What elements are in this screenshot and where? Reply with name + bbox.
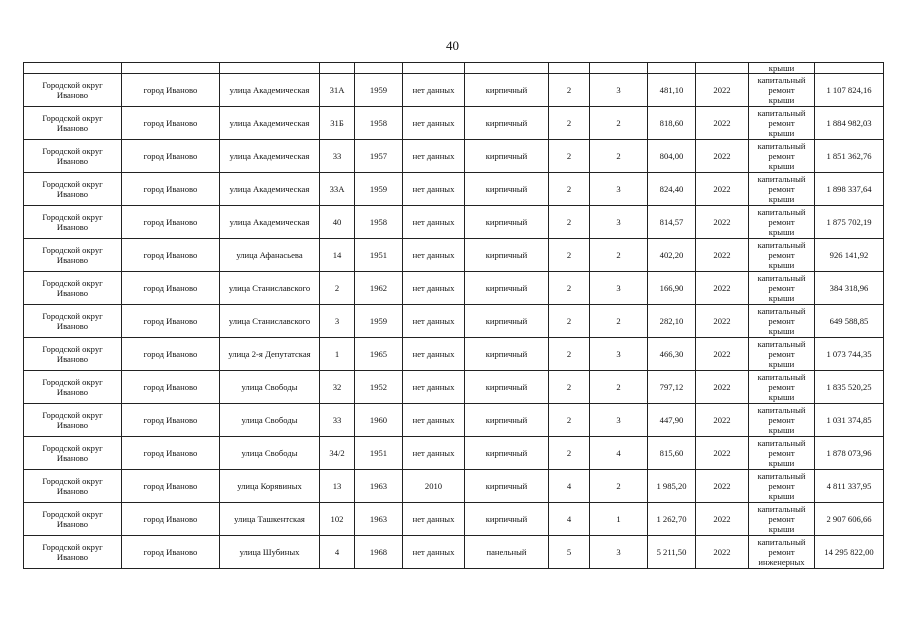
city-cell: город Иваново bbox=[122, 107, 220, 140]
year-built-cell: 1962 bbox=[355, 272, 403, 305]
plan-year-cell: 2022 bbox=[696, 503, 749, 536]
work-type-line: капитальный bbox=[757, 207, 806, 217]
floors-cell: 2 bbox=[549, 140, 590, 173]
work-type-line: ремонт bbox=[768, 349, 795, 359]
work-type-line: крыши bbox=[768, 524, 795, 534]
entrances-cell: 3 bbox=[590, 536, 648, 569]
city-cell: город Иваново bbox=[122, 305, 220, 338]
work-type-cell bbox=[749, 404, 815, 437]
area-cell: 824,40 bbox=[648, 173, 696, 206]
district-cell: Городской округ Иваново bbox=[24, 437, 122, 470]
work-type-line: инженерных bbox=[758, 557, 805, 567]
wall-material-cell: кирпичный bbox=[465, 404, 549, 437]
work-type-line: капитальный bbox=[757, 339, 806, 349]
area-cell: 166,90 bbox=[648, 272, 696, 305]
entrances-cell: 3 bbox=[590, 206, 648, 239]
year-reconstruction-cell: нет данных bbox=[403, 173, 465, 206]
work-type-line: крыши bbox=[768, 458, 795, 468]
entrances-cell: 2 bbox=[590, 470, 648, 503]
city-cell: город Иваново bbox=[122, 437, 220, 470]
work-type-cell bbox=[749, 503, 815, 536]
work-type-line: капитальный bbox=[757, 240, 806, 250]
area-cell: 804,00 bbox=[648, 140, 696, 173]
district-cell: Городской округ Иваново bbox=[24, 305, 122, 338]
city-cell: город Иваново bbox=[122, 140, 220, 173]
area-cell: 447,90 bbox=[648, 404, 696, 437]
wall-material-cell: кирпичный bbox=[465, 338, 549, 371]
city-cell: город Иваново bbox=[122, 338, 220, 371]
district-cell: Городской округ Иваново bbox=[24, 140, 122, 173]
wall-material-cell: кирпичный bbox=[465, 437, 549, 470]
house-number-cell: 13 bbox=[320, 470, 355, 503]
area-cell: 1 262,70 bbox=[648, 503, 696, 536]
table-row bbox=[24, 272, 884, 305]
floors-cell: 2 bbox=[549, 371, 590, 404]
cost-cell: 1 851 362,76 bbox=[815, 140, 884, 173]
plan-year-cell: 2022 bbox=[696, 239, 749, 272]
year-built-cell: 1960 bbox=[355, 404, 403, 437]
floors-cell: 5 bbox=[549, 536, 590, 569]
year-reconstruction-cell: нет данных bbox=[403, 536, 465, 569]
house-number-cell: 4 bbox=[320, 536, 355, 569]
year-built-cell: 1951 bbox=[355, 239, 403, 272]
work-type-cell bbox=[749, 536, 815, 569]
house-number-cell: 40 bbox=[320, 206, 355, 239]
cost-cell: 2 907 606,66 bbox=[815, 503, 884, 536]
table-row bbox=[24, 338, 884, 371]
year-built-cell: 1963 bbox=[355, 503, 403, 536]
street-cell: улица Академическая bbox=[220, 107, 320, 140]
year-reconstruction-cell: 2010 bbox=[403, 470, 465, 503]
work-type-line: капитальный bbox=[757, 372, 806, 382]
street-cell: улица Станиславского bbox=[220, 305, 320, 338]
wall-material-cell: кирпичный bbox=[465, 74, 549, 107]
house-number-cell: 2 bbox=[320, 272, 355, 305]
street-cell: улица Свободы bbox=[220, 404, 320, 437]
floors-cell: 2 bbox=[549, 404, 590, 437]
plan-year-cell: 2022 bbox=[696, 437, 749, 470]
area-cell: 815,60 bbox=[648, 437, 696, 470]
district-cell: Городской округ Иваново bbox=[24, 470, 122, 503]
area-cell: 818,60 bbox=[648, 107, 696, 140]
wall-material-cell: кирпичный bbox=[465, 371, 549, 404]
work-type-line: капитальный bbox=[757, 537, 806, 547]
entrances-cell: 3 bbox=[590, 404, 648, 437]
district-cell: Городской округ Иваново bbox=[24, 239, 122, 272]
street-cell: улица Шубиных bbox=[220, 536, 320, 569]
year-reconstruction-cell: нет данных bbox=[403, 305, 465, 338]
work-type-line: крыши bbox=[768, 95, 795, 105]
street-cell: улица 2-я Депутатская bbox=[220, 338, 320, 371]
table-row bbox=[24, 404, 884, 437]
floors-cell: 2 bbox=[549, 338, 590, 371]
wall-material-cell: кирпичный bbox=[465, 173, 549, 206]
table-row bbox=[24, 437, 884, 470]
street-cell: улица Ташкентская bbox=[220, 503, 320, 536]
floors-cell: 2 bbox=[549, 272, 590, 305]
year-built-cell: 1959 bbox=[355, 173, 403, 206]
table-row bbox=[24, 305, 884, 338]
cost-cell: 1 898 337,64 bbox=[815, 173, 884, 206]
work-type-cell bbox=[749, 470, 815, 503]
plan-year-cell: 2022 bbox=[696, 470, 749, 503]
wall-material-cell: кирпичный bbox=[465, 239, 549, 272]
work-type-line: крыши bbox=[768, 491, 795, 501]
work-type-line: ремонт bbox=[768, 151, 795, 161]
district-cell: Городской округ Иваново bbox=[24, 536, 122, 569]
wall-material-cell: кирпичный bbox=[465, 107, 549, 140]
district-cell: Городской округ Иваново bbox=[24, 107, 122, 140]
year-built-cell: 1968 bbox=[355, 536, 403, 569]
work-type-line: капитальный bbox=[757, 405, 806, 415]
work-type-line: ремонт bbox=[768, 547, 795, 557]
year-reconstruction-cell: нет данных bbox=[403, 503, 465, 536]
wall-material-cell: кирпичный bbox=[465, 305, 549, 338]
table-row bbox=[24, 503, 884, 536]
plan-year-cell: 2022 bbox=[696, 74, 749, 107]
floors-cell: 2 bbox=[549, 206, 590, 239]
year-built-cell: 1965 bbox=[355, 338, 403, 371]
street-cell: улица Афанасьева bbox=[220, 239, 320, 272]
entrances-cell: 4 bbox=[590, 437, 648, 470]
table-row bbox=[24, 173, 884, 206]
house-number-cell: 34/2 bbox=[320, 437, 355, 470]
work-type-line: ремонт bbox=[768, 481, 795, 491]
cost-cell: 1 875 702,19 bbox=[815, 206, 884, 239]
house-number-cell: 3 bbox=[320, 305, 355, 338]
district-cell: Городской округ Иваново bbox=[24, 173, 122, 206]
wall-material-cell: кирпичный bbox=[465, 206, 549, 239]
work-type-line: ремонт bbox=[768, 316, 795, 326]
entrances-cell: 2 bbox=[590, 107, 648, 140]
year-built-cell: 1951 bbox=[355, 437, 403, 470]
city-cell: город Иваново bbox=[122, 371, 220, 404]
table-row bbox=[24, 206, 884, 239]
city-cell: город Иваново bbox=[122, 536, 220, 569]
house-number-cell: 31А bbox=[320, 74, 355, 107]
cost-cell: 384 318,96 bbox=[815, 272, 884, 305]
house-number-cell: 14 bbox=[320, 239, 355, 272]
plan-year-cell: 2022 bbox=[696, 305, 749, 338]
work-type-line: ремонт bbox=[768, 514, 795, 524]
plan-year-cell: 2022 bbox=[696, 338, 749, 371]
district-cell: Городской округ Иваново bbox=[24, 404, 122, 437]
area-cell: 1 985,20 bbox=[648, 470, 696, 503]
district-cell: Городской округ Иваново bbox=[24, 338, 122, 371]
house-number-cell: 1 bbox=[320, 338, 355, 371]
district-cell: Городской округ Иваново bbox=[24, 74, 122, 107]
year-built-cell: 1959 bbox=[355, 305, 403, 338]
work-type-line: капитальный bbox=[757, 504, 806, 514]
work-type-line: крыши bbox=[768, 293, 795, 303]
work-type-cell: крыши bbox=[749, 63, 815, 74]
street-cell: улица Свободы bbox=[220, 437, 320, 470]
year-reconstruction-cell: нет данных bbox=[403, 437, 465, 470]
work-type-line: капитальный bbox=[757, 471, 806, 481]
work-type-line: крыши bbox=[768, 194, 795, 204]
year-reconstruction-cell: нет данных bbox=[403, 107, 465, 140]
floors-cell: 2 bbox=[549, 107, 590, 140]
area-cell: 5 211,50 bbox=[648, 536, 696, 569]
street-cell: улица Академическая bbox=[220, 140, 320, 173]
entrances-cell: 3 bbox=[590, 272, 648, 305]
work-type-cell bbox=[749, 338, 815, 371]
year-built-cell: 1957 bbox=[355, 140, 403, 173]
work-type-line: капитальный bbox=[757, 438, 806, 448]
entrances-cell: 3 bbox=[590, 338, 648, 371]
table-row bbox=[24, 140, 884, 173]
plan-year-cell: 2022 bbox=[696, 107, 749, 140]
work-type-line: крыши bbox=[768, 161, 795, 171]
floors-cell: 4 bbox=[549, 503, 590, 536]
street-cell: улица Академическая bbox=[220, 206, 320, 239]
district-cell: Городской округ Иваново bbox=[24, 206, 122, 239]
year-built-cell: 1958 bbox=[355, 107, 403, 140]
table-row bbox=[24, 107, 884, 140]
year-built-cell: 1959 bbox=[355, 74, 403, 107]
city-cell: город Иваново bbox=[122, 206, 220, 239]
city-cell: город Иваново bbox=[122, 503, 220, 536]
work-type-line: ремонт bbox=[768, 184, 795, 194]
plan-year-cell: 2022 bbox=[696, 404, 749, 437]
table-row bbox=[24, 239, 884, 272]
table-row bbox=[24, 74, 884, 107]
work-type-cell bbox=[749, 272, 815, 305]
table-row bbox=[24, 536, 884, 569]
wall-material-cell: кирпичный bbox=[465, 470, 549, 503]
house-number-cell: 102 bbox=[320, 503, 355, 536]
year-reconstruction-cell: нет данных bbox=[403, 404, 465, 437]
area-cell: 797,12 bbox=[648, 371, 696, 404]
wall-material-cell: кирпичный bbox=[465, 272, 549, 305]
cost-cell: 1 835 520,25 bbox=[815, 371, 884, 404]
year-built-cell: 1963 bbox=[355, 470, 403, 503]
floors-cell: 2 bbox=[549, 239, 590, 272]
table-row bbox=[24, 470, 884, 503]
city-cell: город Иваново bbox=[122, 470, 220, 503]
work-type-line: крыши bbox=[768, 227, 795, 237]
cost-cell: 1 073 744,35 bbox=[815, 338, 884, 371]
house-number-cell: 31Б bbox=[320, 107, 355, 140]
plan-year-cell: 2022 bbox=[696, 371, 749, 404]
work-type-line: ремонт bbox=[768, 250, 795, 260]
year-reconstruction-cell: нет данных bbox=[403, 272, 465, 305]
work-type-line: крыши bbox=[768, 359, 795, 369]
work-type-line: ремонт bbox=[768, 85, 795, 95]
year-reconstruction-cell: нет данных bbox=[403, 239, 465, 272]
street-cell: улица Академическая bbox=[220, 74, 320, 107]
street-cell: улица Академическая bbox=[220, 173, 320, 206]
house-number-cell: 33 bbox=[320, 404, 355, 437]
plan-year-cell: 2022 bbox=[696, 140, 749, 173]
entrances-cell: 2 bbox=[590, 140, 648, 173]
house-number-cell: 33А bbox=[320, 173, 355, 206]
work-type-line: крыши bbox=[768, 326, 795, 336]
floors-cell: 2 bbox=[549, 437, 590, 470]
table-row-continuation bbox=[24, 63, 884, 74]
work-type-line: ремонт bbox=[768, 415, 795, 425]
street-cell: улица Станиславского bbox=[220, 272, 320, 305]
cost-cell: 1 031 374,85 bbox=[815, 404, 884, 437]
area-cell: 481,10 bbox=[648, 74, 696, 107]
work-type-line: крыши bbox=[768, 260, 795, 270]
work-type-line: ремонт bbox=[768, 118, 795, 128]
street-cell: улица Свободы bbox=[220, 371, 320, 404]
plan-year-cell: 2022 bbox=[696, 536, 749, 569]
plan-year-cell: 2022 bbox=[696, 173, 749, 206]
city-cell: город Иваново bbox=[122, 404, 220, 437]
page-number: 40 bbox=[446, 38, 459, 53]
work-type-cell bbox=[749, 74, 815, 107]
year-built-cell: 1958 bbox=[355, 206, 403, 239]
work-type-cell bbox=[749, 206, 815, 239]
area-cell: 466,30 bbox=[648, 338, 696, 371]
year-reconstruction-cell: нет данных bbox=[403, 74, 465, 107]
plan-year-cell: 2022 bbox=[696, 206, 749, 239]
work-type-cell bbox=[749, 173, 815, 206]
area-cell: 814,57 bbox=[648, 206, 696, 239]
work-type-line: крыши bbox=[768, 392, 795, 402]
cost-cell: 4 811 337,95 bbox=[815, 470, 884, 503]
district-cell: Городской округ Иваново bbox=[24, 503, 122, 536]
entrances-cell: 2 bbox=[590, 371, 648, 404]
entrances-cell: 3 bbox=[590, 74, 648, 107]
cost-cell: 1 884 982,03 bbox=[815, 107, 884, 140]
year-reconstruction-cell: нет данных bbox=[403, 338, 465, 371]
floors-cell: 4 bbox=[549, 470, 590, 503]
work-type-line: ремонт bbox=[768, 448, 795, 458]
entrances-cell: 2 bbox=[590, 239, 648, 272]
house-number-cell: 32 bbox=[320, 371, 355, 404]
work-type-line: ремонт bbox=[768, 382, 795, 392]
entrances-cell: 3 bbox=[590, 173, 648, 206]
wall-material-cell: панельный bbox=[465, 536, 549, 569]
entrances-cell: 2 bbox=[590, 305, 648, 338]
work-type-line: крыши bbox=[768, 128, 795, 138]
work-type-cell bbox=[749, 107, 815, 140]
work-type-line: ремонт bbox=[768, 217, 795, 227]
city-cell: город Иваново bbox=[122, 239, 220, 272]
work-type-line: капитальный bbox=[757, 75, 806, 85]
city-cell: город Иваново bbox=[122, 173, 220, 206]
cost-cell: 1 878 073,96 bbox=[815, 437, 884, 470]
floors-cell: 2 bbox=[549, 173, 590, 206]
work-type-line: крыши bbox=[768, 425, 795, 435]
work-type-cell bbox=[749, 239, 815, 272]
cost-cell: 14 295 822,00 bbox=[815, 536, 884, 569]
year-reconstruction-cell: нет данных bbox=[403, 371, 465, 404]
work-type-cell bbox=[749, 140, 815, 173]
cost-cell: 649 588,85 bbox=[815, 305, 884, 338]
cost-cell: 1 107 824,16 bbox=[815, 74, 884, 107]
city-cell: город Иваново bbox=[122, 74, 220, 107]
work-type-line: капитальный bbox=[757, 174, 806, 184]
work-type-cell bbox=[749, 437, 815, 470]
district-cell: Городской округ Иваново bbox=[24, 371, 122, 404]
street-cell: улица Корявиных bbox=[220, 470, 320, 503]
city-cell: город Иваново bbox=[122, 272, 220, 305]
work-type-line: капитальный bbox=[757, 273, 806, 283]
entrances-cell: 1 bbox=[590, 503, 648, 536]
area-cell: 402,20 bbox=[648, 239, 696, 272]
table-row bbox=[24, 371, 884, 404]
district-cell: Городской округ Иваново bbox=[24, 272, 122, 305]
work-type-cell bbox=[749, 305, 815, 338]
work-type-line: капитальный bbox=[757, 306, 806, 316]
year-built-cell: 1952 bbox=[355, 371, 403, 404]
work-type-line: ремонт bbox=[768, 283, 795, 293]
housing-repair-table bbox=[23, 62, 884, 569]
plan-year-cell: 2022 bbox=[696, 272, 749, 305]
area-cell: 282,10 bbox=[648, 305, 696, 338]
floors-cell: 2 bbox=[549, 305, 590, 338]
cost-cell: 926 141,92 bbox=[815, 239, 884, 272]
wall-material-cell: кирпичный bbox=[465, 140, 549, 173]
year-reconstruction-cell: нет данных bbox=[403, 140, 465, 173]
wall-material-cell: кирпичный bbox=[465, 503, 549, 536]
work-type-line: капитальный bbox=[757, 108, 806, 118]
work-type-line: капитальный bbox=[757, 141, 806, 151]
work-type-cell bbox=[749, 371, 815, 404]
house-number-cell: 33 bbox=[320, 140, 355, 173]
floors-cell: 2 bbox=[549, 74, 590, 107]
year-reconstruction-cell: нет данных bbox=[403, 206, 465, 239]
